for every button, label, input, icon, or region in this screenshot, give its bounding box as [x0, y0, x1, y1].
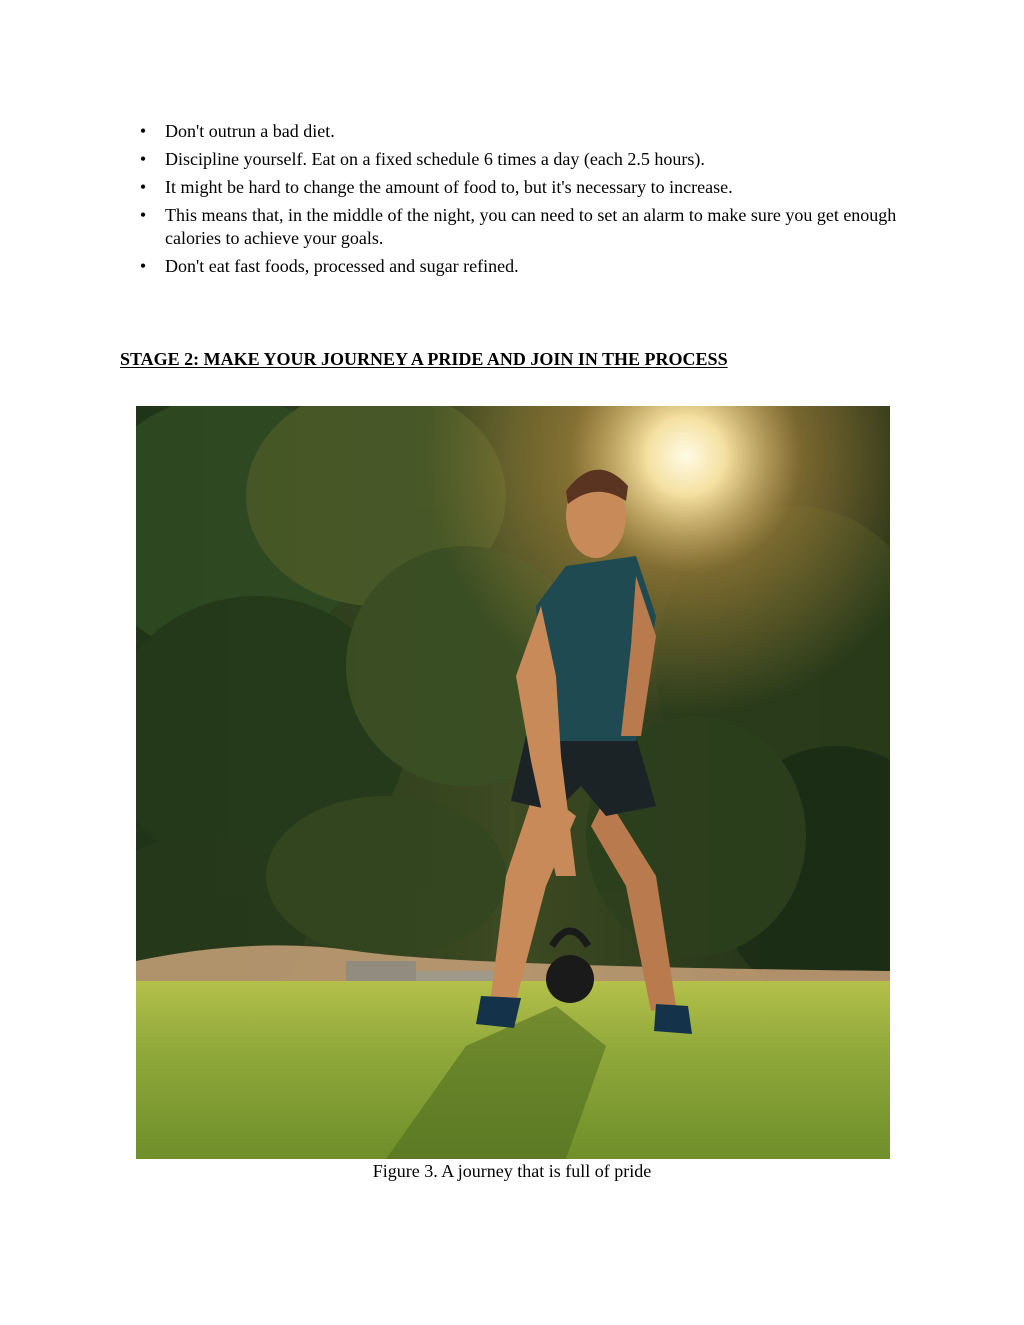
bullet-icon: •: [139, 205, 147, 225]
diet-tips-list: [120, 120, 900, 283]
list-item-text: This means that, in the middle of the night, you can need to set an alarm to make sure you get enough calories to achieve your goals.: [165, 205, 897, 248]
section-heading: STAGE 2: MAKE YOUR JOURNEY A PRIDE AND JOIN IN THE PROCESS: [120, 349, 728, 369]
bullet-icon: •: [139, 177, 147, 197]
list-item: [120, 148, 900, 171]
list-item-text: Discipline yourself. Eat on a fixed schedule 6 times a day (each 2.5 hours).: [165, 149, 705, 169]
figure-caption: Figure 3. A journey that is full of pride: [372, 1161, 652, 1181]
list-item-text: It might be hard to change the amount of food to, but it's necessary to increase.: [165, 177, 733, 197]
list-item: [120, 204, 900, 250]
bullet-icon: •: [139, 149, 147, 169]
list-item-text: Don't outrun a bad diet.: [165, 121, 335, 141]
list-item: [120, 255, 900, 278]
kettlebell-workout-illustration: [136, 406, 890, 1159]
bullet-icon: •: [139, 256, 147, 276]
list-item-text: Don't eat fast foods, processed and sugar refined.: [165, 256, 519, 276]
list-item: [120, 176, 900, 199]
figure-photo: [136, 406, 890, 1159]
bullet-icon: •: [139, 121, 147, 141]
list-item: [120, 120, 900, 143]
